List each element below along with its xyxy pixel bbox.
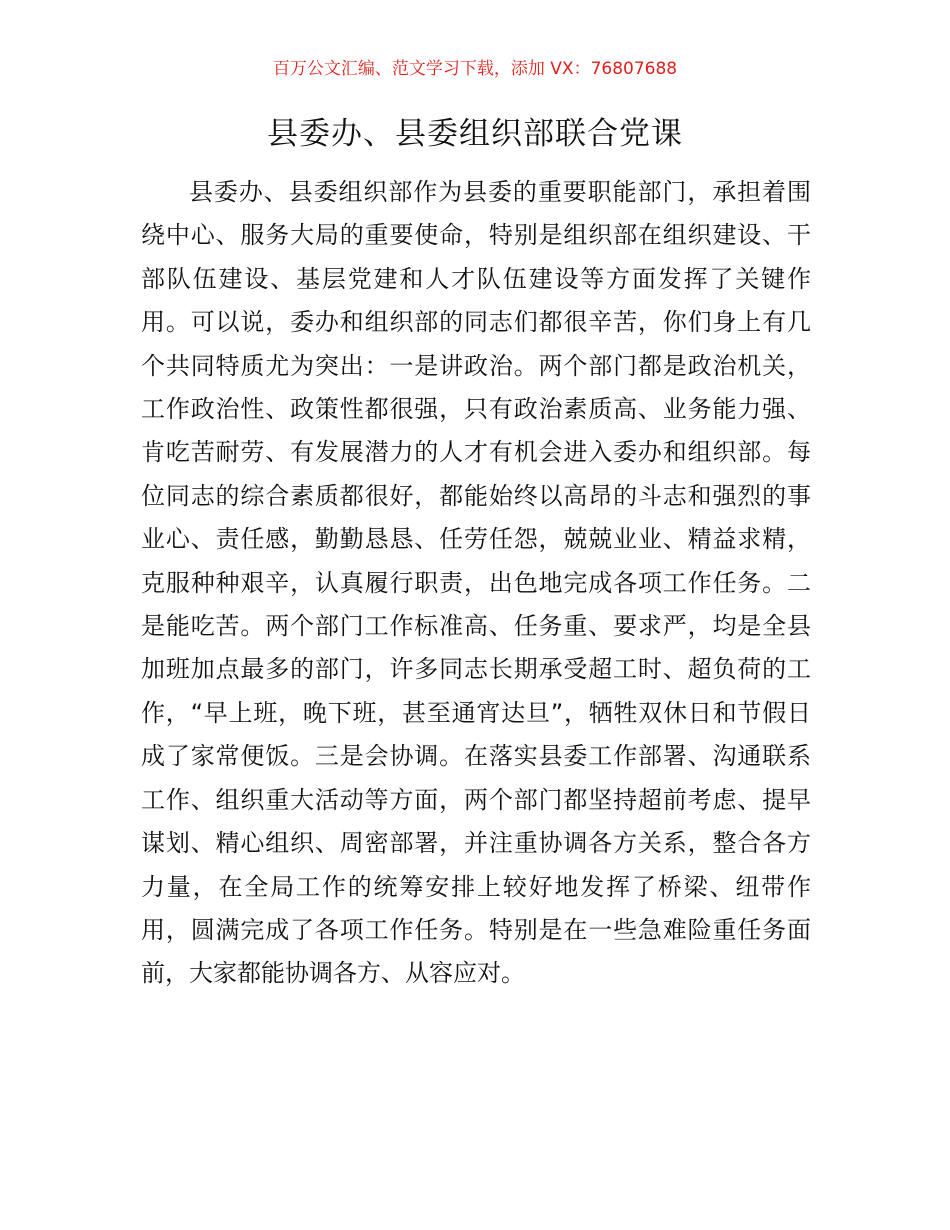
body-paragraph: 县委办、县委组织部作为县委的重要职能部门，承担着围绕中心、服务大局的重要使命，特别是组织部在组织建设、干部队伍建设、基层党建和人才队伍建设等方面发挥了关键作用。可以说，委办和组织部的同志们都很辛苦，你们身上有几个共同特质尤为突出：一是讲政治。两个部门都是政治机关，工作政治性、政策性都很强，只有政治素质高、业务能力强、肯吃苦耐劳、有发展潜力的人才有机会进入委办和组织部。每位同志的综合素质都很好，都能始终以高昂的斗志和强烈的事业心、责任感，勤勤恳恳、任劳任怨，兢兢业业、精益求精，克服种种艰辛，认真履行职责，出色地完成各项工作任务。二是能吃苦。两个部门工作标准高、任务重、要求严，均是全县加班加点最多的部门，许多同志长期承受超工时、超负荷的工作，“早上班，晚下班，甚至通宵达旦”，牺牲双休日和节假日成了家常便饭。三是会协调。在落实县委工作部署、沟通联系工作、组织重大活动等方面，两个部门都坚持超前考虑、提早谋划、精心组织、周密部署，并注重协调各方关系，整合各方力量，在全局工作的统筹安排上较好地发挥了桥梁、纽带作用，圆满完成了各项工作任务。特别是在一些急难险重任务面前，大家都能协调各方、从容应对。	[141, 178, 811, 988]
header-banner: 百万公文汇编、范文学习下载，添加 VX：76807688	[272, 59, 678, 79]
document-title: 县委办、县委组织部联合党课	[267, 116, 683, 152]
